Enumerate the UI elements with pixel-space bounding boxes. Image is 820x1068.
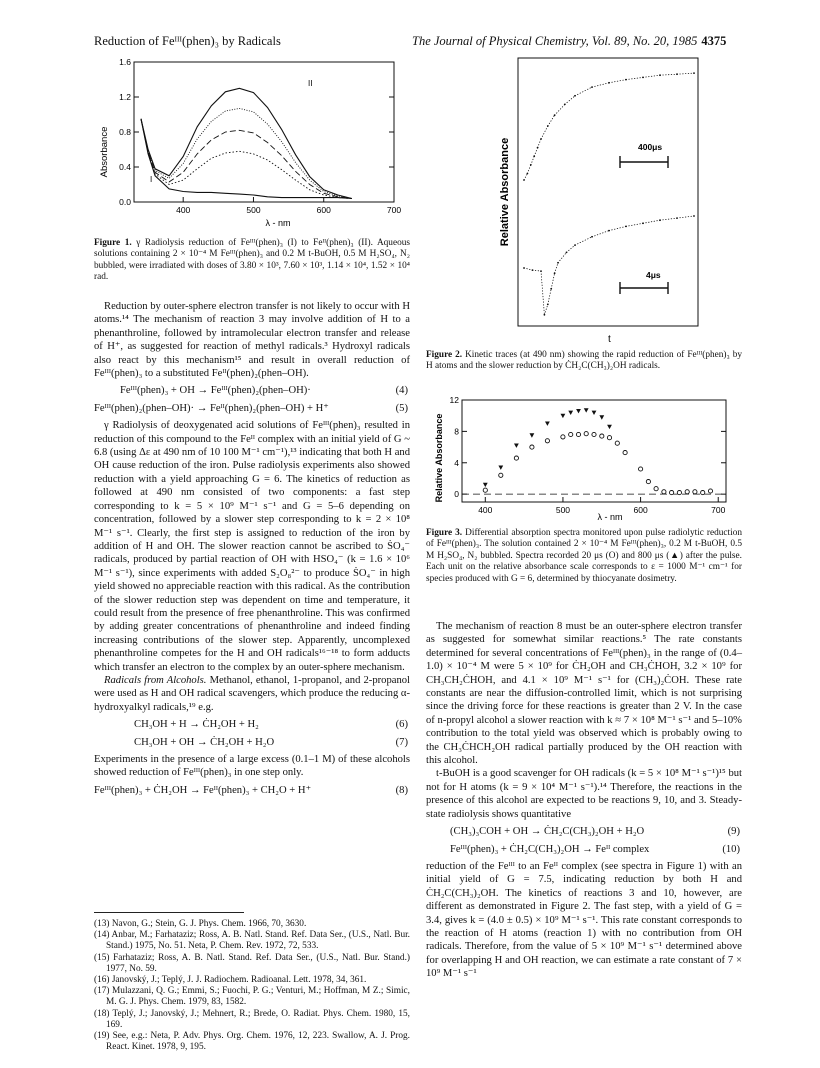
figure-2-ylabel: Relative Absorbance: [499, 137, 511, 247]
open-circle-point: [670, 491, 674, 495]
y-tick-label: 12: [449, 395, 459, 405]
open-circle-point: [545, 439, 549, 443]
figure-3-caption-text: Differential absorption spectra monitored upon pulse radiolytic reduction of Feᴵᴵᴵ(phen)₃. The solution contained 2 × 10⁻⁴ M Feᴵᴵᴵ(phen)₃, 0.2 M t-BuOH, 0.5 M H₂SO₄, N₂ bubbled. Spectra recorded 20 μs (O) and 800 μs (▲) after the pulse. Each unit on the relative absorbance scale corresponds to ε = 1000 M⁻¹ cm⁻¹ for species produced with G = 6, determined by thiocyanate dosimetry.: [426, 528, 743, 584]
right-column-body: [426, 620, 742, 981]
x-tick-label: 600: [316, 205, 331, 215]
y-tick-label: 1.2: [119, 92, 131, 102]
trace-400us-segment: [575, 87, 592, 96]
scale-bar-label-bottom: 4μs: [646, 270, 661, 280]
figure-1-ylabel: Absorbance: [99, 126, 110, 178]
equation-5: [94, 402, 410, 415]
open-circle-point: [623, 451, 627, 455]
paragraph: t-BuOH is a good scavenger for OH radicals (k = 5 × 10⁸ M⁻¹ s⁻¹)¹⁵ but not for H atoms (k = 9 × 10⁴ M⁻¹ s⁻¹).¹⁴ Therefore, the reactions in the presence of this alcohol are expected to be reactions 9, 10, and 3. Steady-state radiolysis shows quantitative: [426, 768, 742, 820]
equation-7: [94, 736, 410, 749]
filled-triangle-point: [576, 409, 581, 413]
figure-2-caption-text: Kinetic traces (at 490 nm) showing the rapid reduction of Feᴵᴵᴵ(phen)₃ by H atoms and the slower reduction by ĊH₂C(CH₃)₂OH radicals.: [426, 350, 742, 372]
equation-number: (8): [395, 784, 408, 796]
open-circle-point: [530, 445, 534, 449]
trace-400us-segment: [660, 74, 677, 75]
trace-4us-segment: [575, 237, 592, 245]
trace-400us-segment: [555, 104, 565, 115]
figure-1-xlabel: λ - nm: [265, 218, 291, 228]
trace-400us-segment: [541, 126, 548, 139]
filled-triangle-point: [545, 422, 550, 426]
y-tick-label: 8: [454, 426, 459, 437]
trace-400us-segment: [592, 83, 609, 87]
equation-text: CH₃OH + H → ĊH₂OH + H₂: [134, 719, 259, 731]
trace-4us-segment: [524, 268, 533, 270]
left-column-body: [94, 300, 410, 801]
open-circle-point: [561, 435, 565, 439]
trace-4us-segment: [567, 245, 576, 252]
reference-item: (17) Mulazzani, Q. G.; Emmi, S.; Fuochi, P. G.; Venturi, M.; Hoffman, M Z.; Simic, M. G. J. Phys. Chem. 1979, 83, 1582.: [94, 986, 410, 1008]
trace-400us-segment: [565, 96, 575, 105]
open-circle-point: [693, 490, 697, 494]
figure-1-caption-text: γ Radiolysis reduction of Feᴵᴵᴵ(phen)₃ (I) to Feᴵᴵ(phen)₃ (II). Aqueous solutions containing 2 × 10⁻⁴ M Feᴵᴵᴵ(phen)₃ and 0.2 M t-BuOH, 0.5 M H₂SO₄, N₂ bubbled, were irradiated with doses of 3.80 × 10³, 7.60 × 10³, 1.14 × 10⁴, 1.52 × 10⁴ rad.: [94, 238, 410, 283]
open-circle-point: [514, 456, 518, 460]
open-circle-point: [708, 489, 712, 493]
reference-item: (15) Farhataziz; Ross, A. B. Natl. Stand. Ref. Data Ser., (U.S., Natl. Bur. Stand.) 1977, No. 59.: [94, 952, 410, 974]
trace-400us-segment: [527, 165, 530, 174]
journal-citation: The Journal of Physical Chemistry, Vol. 89, No. 20, 1985: [412, 34, 698, 48]
open-circle-point: [584, 432, 588, 436]
spectrum-curve-4: [141, 108, 352, 198]
curve-label-II: II: [308, 79, 313, 88]
equation-9: [426, 825, 742, 838]
reference-item: (18) Teplý, J.; Janovský, J.; Mehnert, R.; Brede, O. Radiat. Phys. Chem. 1980, 15, 169.: [94, 1008, 410, 1030]
filled-triangle-point: [530, 433, 535, 437]
x-tick-label: 600: [633, 505, 648, 515]
filled-triangle-point: [607, 425, 612, 429]
figure-1-chart: [94, 54, 410, 230]
open-circle-point: [483, 488, 487, 492]
trace-400us-segment: [643, 75, 660, 77]
open-circle-point: [499, 473, 503, 477]
x-tick-label: 700: [711, 505, 726, 515]
trace-4us-segment: [548, 289, 551, 305]
paragraph: Experiments in the presence of a large excess (0.1–1 M) of these alcohols showed reduction of Feᴵᴵᴵ(phen)₃ in one step only.: [94, 754, 410, 779]
running-header-journal: [412, 34, 726, 49]
figure-3-frame: [462, 400, 726, 502]
equation-text: (CH₃)₃COH + OH → ĊH₂C(CH₃)₂OH + H₂O: [450, 826, 645, 838]
figure-1-frame: [134, 62, 394, 202]
equation-10: [426, 843, 742, 856]
equation-text: Feᴵᴵᴵ(phen)₃ + ĊH₂C(CH₃)₂OH → Feᴵᴵ complex: [450, 843, 650, 855]
equation-4: [94, 384, 410, 397]
trace-4us-segment: [551, 273, 554, 289]
open-circle-point: [615, 441, 619, 445]
curve-label-I: I: [150, 175, 153, 184]
filled-triangle-point: [561, 414, 566, 418]
trace-4us-segment: [626, 223, 643, 226]
x-tick-label: 500: [246, 205, 261, 215]
open-circle-point: [654, 487, 658, 491]
trace-4us-segment: [643, 220, 660, 223]
trace-4us-segment: [660, 218, 677, 220]
trace-4us-segment: [541, 271, 544, 315]
equation-number: (4): [395, 385, 408, 397]
equation-text: Feᴵᴵᴵ(phen)₃ + ĊH₂OH → Feᴵᴵ(phen)₃ + CH₂O + H⁺: [94, 784, 312, 796]
trace-4us-segment: [558, 252, 567, 262]
y-tick-label: 0.0: [119, 197, 131, 207]
trace-400us-segment: [609, 80, 626, 83]
x-tick-label: 400: [478, 505, 493, 515]
y-tick-label: 0: [454, 489, 459, 500]
y-tick-label: 4: [454, 457, 459, 468]
open-circle-point: [639, 467, 643, 471]
y-tick-label: 0.8: [119, 127, 131, 137]
open-circle-point: [592, 432, 596, 436]
equation-6: [94, 718, 410, 731]
paragraph: The mechanism of reaction 8 must be an outer-sphere electron transfer as suggested for somewhat similar reactions.⁵ The rate constants determined for several concentrations of Feᴵᴵᴵ(phen)₃ in the range of (0.4–1.0) × 10⁻⁴ M were 5 × 10⁹ for ĊH₂OH and CH₃ĊHOH, 3.2 × 10⁹ for CH₃CH₂ĊHOH, and 4.1 × 10⁹ M⁻¹ s⁻¹ for (CH₃)₂ĊOH. These rate constants are near the diffusion-controlled limit, which is not surprising since the driving force for these reactions is greater than 2 V. In the case of n-propyl alcohol a slower reaction with k ≈ 7 × 10⁸ M⁻¹ s⁻¹ and 5–10% contribution to the total yield was observed which is probably owing to the CH₃ĊHCH₂OH radical partially produced by the OH reaction with this alcohol.: [426, 621, 742, 767]
paragraph: γ Radiolysis of deoxygenated acid solutions of Feᴵᴵᴵ(phen)₃ resulted in reduction of this compound to the Feᴵᴵ complex with an initial yield of G ~ 6.8 (using Δε at 490 nm of 10 100 M⁻¹ cm⁻¹),¹³ indicating that both H and OH cause reduction of the iron. Pulse radiolysis experiments also showed reduction with a yield approaching G = 6. The kinetics of reduction as followed at 490 nm consisted of two components: a fast step corresponding to k = 5 × 10⁹ M⁻¹ s⁻¹ and G = 5–6 depending on concentration, followed by a slower step corresponding to k = 2 × 10⁸ M⁻¹ s⁻¹. Clearly, the first step is assigned to reduction of the iron by addition of H and OH. The slower reaction cannot be ascribed to ṠO₄⁻ radicals, produced by partial reaction of OH with HSO₄⁻ (k = 1.6 × 10⁶ M⁻¹ s⁻¹), since experiments with added S₂O₈²⁻ to produce ṠO₄⁻ in high yield showed no appreciable reaction with this radical. As the contribution of the slower reduction step was dependent on time and temperature, it could result from the presence of free phenanthroline. This was confirmed by adding greater concentrations of phenanthroline and indeed finding increasing contributions of the slower step. Apparently, uncomplexed phenanthroline competes for the H and OH radicals¹⁶⁻¹⁸ to form adducts which transfer an electron to the complex by an outer-sphere mechanism.: [94, 420, 410, 673]
figure-3-chart: [426, 394, 742, 522]
trace-400us-segment: [531, 156, 534, 165]
x-tick-label: 700: [386, 205, 402, 215]
open-circle-point: [576, 432, 580, 436]
reference-item: (14) Anbar, M.; Farhataziz; Ross, A. B. Natl. Stand. Ref. Data Ser., (U.S., Natl. Bur. Stand.) 1975, No. 51. Neta, P. Chem. Rev. 1972, 72, 533.: [94, 930, 410, 952]
paragraph: Reduction by outer-sphere electron transfer is not likely to occur with H atoms.¹⁴ The mechanism of reaction 3 may involve addition of H to a phenanthroline, followed by intramolecular electron transfer and release of H⁺, as suggested for reaction of methyl radicals.³ Hydroxyl radicals also react by this mechanism¹⁵ and result in overall reduction of Feᴵᴵᴵ(phen)₃ to a substituted Feᴵᴵ(phen)₂(phen–OH).: [94, 301, 410, 380]
equation-8: [94, 784, 410, 797]
equation-number: (9): [727, 826, 740, 838]
trace-4us-segment: [677, 216, 694, 218]
filled-triangle-point: [584, 408, 589, 412]
open-circle-point: [607, 436, 611, 440]
open-circle-point: [569, 432, 573, 436]
reference-item: (13) Navon, G.; Stein, G. J. Phys. Chem. 1966, 70, 3630.: [94, 919, 307, 929]
page-number: 4375: [701, 34, 727, 48]
trace-400us-segment: [548, 115, 555, 126]
x-tick-label: 500: [555, 505, 571, 515]
filled-triangle-point: [599, 415, 604, 419]
figure-1-caption-label: Figure 1.: [94, 238, 132, 248]
trace-400us-segment: [524, 174, 527, 181]
paragraph: reduction of the Feᴵᴵᴵ to an Feᴵᴵ complex (see spectra in Figure 1) with an initial yield of G = 7.5, indicating reduction by both H and ĊH₂C(CH₃)₂OH. The kinetics of reactions 3 and 10, however, are different as demonstrated in Figure 2. The fast step, with a yield of G = 3.4, gives k = (4.0 ± 0.5) × 10⁹ M⁻¹ s⁻¹. This rate constant corresponds to the reaction of H atoms (reaction 1) with no contribution from OH radicals. Therefore, from the value of 5 × 10⁹ M⁻¹ s⁻¹ determined above for overlapping H and OH reaction, we can estimate a rate constant of 7 × 10⁹ M⁻¹ s⁻¹: [426, 860, 742, 980]
x-tick-label: 400: [176, 205, 191, 215]
equation-number: (10): [722, 843, 740, 855]
trace-4us-segment: [533, 270, 542, 271]
equation-number: (6): [395, 719, 408, 731]
filled-triangle-point: [568, 411, 573, 415]
equation-text: Feᴵᴵᴵ(phen)₃ + OH → Feᴵᴵᴵ(phen)₂(phen–OH)·: [120, 385, 311, 397]
open-circle-point: [677, 491, 681, 495]
reference-item: (16) Janovský, J.; Teplý, J. J. Radiochem. Radioanal. Lett. 1978, 34, 361.: [94, 975, 367, 986]
filled-triangle-point: [483, 483, 488, 487]
y-tick-label: 1.6: [119, 57, 131, 67]
running-header-title: Reduction of Feᴵᴵᴵ(phen)₃ by Radicals: [94, 34, 281, 48]
figure-2-chart: [488, 50, 708, 350]
figure-1-caption: [94, 238, 410, 284]
open-circle-point: [600, 434, 604, 438]
open-circle-point: [701, 491, 705, 495]
paragraph: [94, 674, 410, 714]
trace-400us-segment: [677, 73, 694, 74]
trace-400us-segment: [534, 148, 537, 157]
pulse-marker: t: [608, 334, 611, 345]
figure-3-ylabel: Relative Absorbance: [434, 413, 444, 503]
figure-2-frame: [518, 58, 698, 326]
paragraph-text: Methanol, ethanol, 1-propanol, and 2-propanol were used as H and OH radical scavengers, which produce the reducing α-hydroxyalkyl radicals,¹⁹ e.g.: [94, 674, 410, 713]
equation-text: Feᴵᴵᴵ(phen)₂(phen–OH)· → Feᴵᴵ(phen)₂(phen–OH) + H⁺: [94, 402, 329, 414]
figure-2-caption: [426, 350, 742, 373]
filled-triangle-point: [514, 444, 519, 448]
filled-triangle-point: [498, 466, 503, 470]
reference-item: (19) See, e.g.: Neta, P. Adv. Phys. Org. Chem. 1976, 12, 223. Swallow, A. J. Prog. React. Kinet. 1978, 9, 195.: [94, 1031, 410, 1053]
footnote-rule: [94, 912, 244, 913]
open-circle-point: [646, 480, 650, 484]
figure-3-caption-label: Figure 3.: [426, 528, 463, 538]
trace-4us-segment: [592, 231, 609, 237]
open-circle-point: [685, 490, 689, 494]
figure-2-caption-label: Figure 2.: [426, 350, 463, 360]
spectrum-curve-5: [141, 88, 352, 198]
trace-4us-segment: [609, 226, 626, 230]
trace-400us-segment: [626, 77, 643, 79]
scale-bar-label-top: 400μs: [638, 142, 663, 152]
equation-text: CH₃OH + OH → ĊH₂OH + H₂O: [134, 736, 275, 748]
trace-400us-segment: [538, 139, 541, 148]
filled-triangle-point: [592, 411, 597, 415]
trace-4us-segment: [544, 304, 547, 314]
figure-3-xlabel: λ - nm: [597, 512, 623, 522]
figure-3-caption: [426, 528, 742, 585]
section-heading: Radicals from Alcohols.: [104, 674, 207, 686]
y-tick-label: 0.4: [119, 162, 131, 172]
equation-number: (5): [395, 402, 408, 414]
references: [94, 906, 410, 1053]
equation-number: (7): [395, 736, 408, 748]
open-circle-point: [662, 490, 666, 494]
trace-4us-segment: [555, 263, 558, 273]
